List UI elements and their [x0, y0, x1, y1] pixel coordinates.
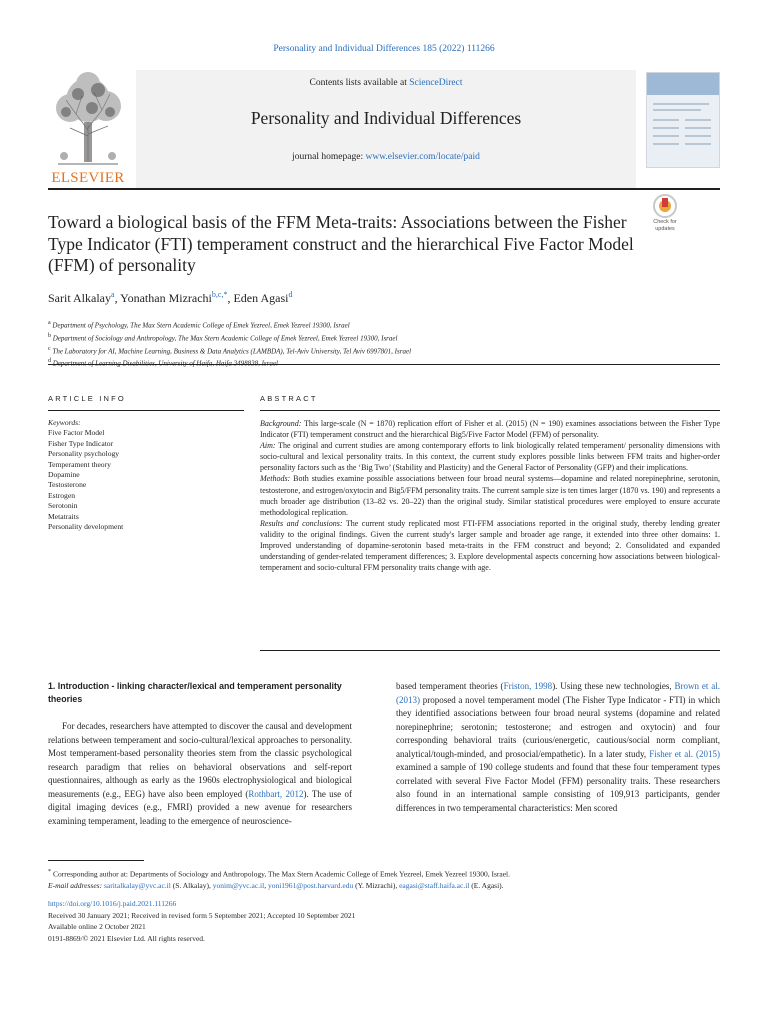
author-name[interactable]: Sarit Alkalay	[48, 291, 111, 305]
sciencedirect-link[interactable]: ScienceDirect	[409, 78, 463, 88]
email-separator: ,	[264, 881, 268, 890]
body-text: proposed a novel temperament model (The Fisher Type Indicator - FTI) in which they identified associations between four broad neural systems (dopamine and related norepinephrine; serotonin; testosterone; and estrogen and oxytocin) and four corresponding behavioral traits (curious/energetic, cautious/social norm compliant, analytical/tough-minded, and prosocial/empathetic). In a later study,	[396, 694, 720, 759]
affiliation-text: Department of Psychology, The Max Stern Academic College of Emek Yezreel, Emek Yezreel 19300, Israel	[52, 321, 350, 330]
body-column-left	[48, 680, 352, 828]
email-owner: (E. Agasi).	[469, 881, 504, 890]
masthead-center-panel	[136, 70, 636, 188]
keyword-item: Estrogen	[48, 490, 75, 500]
cover-line	[653, 143, 679, 145]
journal-masthead	[48, 70, 720, 188]
abstract-label: Methods:	[260, 474, 291, 484]
author-list: Sarit Alkalay$^a$, Yonathan Mizrachi$^{b,c,*}$, Eden Agasi$^d$	[48, 290, 293, 305]
body-paragraph	[396, 680, 720, 815]
abstract-paragraph	[260, 473, 720, 517]
body-text: examined a sample of 190 college students and found that these four temperament types correlated with several Five Factor Model (FFM) personality traits. These researchers also found in an international sample consisting of 109,913 participants, gender differences in two temperamental characteristics: Men scored	[396, 762, 720, 813]
body-paragraph	[48, 720, 352, 828]
footnote-marker: *	[48, 868, 52, 875]
affiliation-marker: b	[48, 332, 51, 339]
copyright-line: 0191-8869/© 2021 Elsevier Ltd. All rights reserved.	[48, 933, 205, 943]
abstract-paragraph	[260, 518, 720, 573]
article-title: Toward a biological basis of the FFM Meta-traits: Associations between the Fisher Type Indicator (FTI) temperament construct and the hierarchical Five Factor Model (FFM) of personality	[48, 212, 634, 275]
affiliation-text: Department of Sociology and Anthropology, The Max Stern Academic College of Emek Yezreel, Emek Yezreel 19300, Israel	[52, 334, 398, 343]
email-link[interactable]: yoni1961@post.harvard.edu	[267, 881, 354, 890]
journal-reference[interactable]: Personality and Individual Differences 185 (2022) 111266	[273, 44, 495, 54]
keyword-item: Personality development	[48, 522, 124, 532]
crossmark-icon	[653, 194, 677, 218]
email-link[interactable]: eagasi@staff.haifa.ac.il	[399, 881, 470, 890]
section-heading: 1. Introduction - linking character/lexical and temperament personality theories	[48, 681, 342, 704]
abstract-paragraph	[260, 418, 720, 440]
contents-available-line	[136, 78, 636, 88]
cover-line	[685, 127, 711, 129]
author-affiliation-marker[interactable]: b,c,*	[211, 290, 228, 299]
email-link[interactable]: yonim@yvc.ac.il	[212, 881, 265, 890]
email-label: E-mail addresses:	[48, 881, 103, 890]
check-for-updates-badge[interactable]	[652, 194, 678, 232]
affiliation-text: The Laboratory for AI, Machine Learning, Business & Data Analytics (LAMBDA), Tel-Aviv University, Tel Aviv 6997801, Israel	[52, 346, 412, 355]
footnote-text: Corresponding author at: Departments of Sociology and Anthropology, The Max Stern Academic College of Emek Yezreel, Emek Yezreel 19300, Israel.	[51, 869, 510, 879]
cover-line	[685, 119, 711, 121]
keywords-heading: Keywords:	[48, 418, 81, 427]
keywords-list	[48, 418, 244, 532]
author-name[interactable]: Eden Agasi	[233, 291, 289, 305]
affiliations	[48, 318, 718, 369]
abstract-body	[260, 418, 720, 573]
affiliation-item	[48, 331, 718, 344]
email-owner: (Y. Mizrachi),	[353, 881, 400, 890]
body-text: ). The use of digital imaging devices (e.g., FMRI) provided a new avenue for researchers examining temperament, leading to the emergence of neuroscience-	[48, 788, 352, 826]
affiliation-marker: c	[48, 345, 51, 352]
keyword-item: Dopamine	[48, 470, 80, 480]
abstract-label: Background:	[260, 419, 302, 428]
received-dates: Received 30 January 2021; Received in revised form 5 September 2021; Accepted 10 September 2021	[48, 910, 356, 920]
crossmark-label-2: updates	[655, 226, 675, 232]
journal-cover-thumbnail	[646, 72, 720, 168]
cover-line	[653, 109, 701, 111]
journal-title: Personality and Individual Differences	[250, 108, 522, 128]
cover-line	[653, 119, 679, 121]
citation-link[interactable]: Rothbart, 2012	[248, 788, 304, 799]
journal-homepage-line	[136, 152, 636, 162]
citation-link[interactable]: Brown et al. (2013)	[396, 681, 720, 705]
abstract-heading: ABSTRACT	[260, 394, 318, 403]
affiliation-item	[48, 318, 718, 331]
journal-homepage-link[interactable]: www.elsevier.com/locate/paid	[365, 152, 480, 162]
homepage-prefix: journal homepage:	[292, 152, 366, 162]
abstract-text: Both studies examine possible associations between four broad neural systems—dopamine and related norepinephrine, serotonin, testosterone, and estrogen/oxytocin and Big5/FFM personality traits. The current sample size is ten times larger (1870 vs. 190) and represents a much broader age distribution (13–82 vs. 20–22) than the original study. Similar statistical procedures were employed to ensure accurate methodological replication.	[260, 474, 720, 517]
abstract-rule	[260, 410, 720, 411]
author-affiliation-marker[interactable]: d	[288, 290, 293, 299]
affiliations-rule	[48, 364, 720, 365]
keyword-item: Temperament theory	[48, 459, 111, 469]
corresponding-author-footnote	[48, 866, 720, 892]
footnote-rule	[48, 860, 144, 861]
affiliation-marker: a	[48, 320, 51, 326]
keyword-item: Metatraits	[48, 511, 79, 521]
abstract-text: The original and current studies are among contemporary efforts to link biologically related temperament/ personality dimensions with socio-cultural and lexical personality traits. In this context, the current study explores possible links between FFM traits and higher-order personality factors such as the ‘Big Two’ (Stability and Plasticity) and the General Factor of Personality (GFP) and their implications.	[260, 441, 720, 473]
cover-line	[653, 135, 679, 137]
masthead-rule	[48, 188, 720, 190]
article-info-rule	[48, 410, 244, 411]
abstract-paragraph	[260, 440, 720, 473]
abstract-text: The current study replicated most FTI-FFM associations reported in the original study, thereby lending greater validity to the original findings. Given the current study's larger sample and broader age range, it extended into three other domains: 1. Improved understanding of dopamine-serotonin based meta-traits in the FFM construct and beyond; 2. Consolidated and expanded understanding of gender-related temperament differences; 3. Explore developmental aspects concerning how associations between biological-temperament and socio-cultural FFM personality traits change with age.	[260, 518, 720, 573]
keyword-item: Fisher Type Indicator	[48, 438, 114, 448]
citation-link[interactable]: Friston, 1998	[503, 681, 553, 691]
keyword-item: Serotonin	[48, 501, 78, 511]
available-online: Available online 2 October 2021	[48, 922, 146, 931]
affiliation-text: Department of Learning Disabilities, University of Haifa, Haifa 3498838, Israel	[52, 359, 278, 368]
article-info-heading: ARTICLE INFO	[48, 394, 126, 403]
affiliation-marker: d	[48, 358, 51, 365]
doi-link[interactable]: https://doi.org/10.1016/j.paid.2021.111266	[48, 899, 177, 908]
author-affiliation-marker[interactable]: a	[111, 290, 115, 299]
keyword-item: Five Factor Model	[48, 428, 105, 438]
elsevier-tree-logo	[48, 70, 128, 168]
cover-line	[685, 135, 711, 137]
affiliation-item	[48, 344, 718, 357]
abstract-text: This large-scale (N = 1870) replication effort of Fisher et al. (2015) (N = 190) examines associations between the Fisher Type Indicator (FTI) temperament construct and the hierarchical Big5/Five Factor Model (FFM) of personality.	[260, 419, 720, 440]
abstract-label: Aim:	[260, 441, 276, 451]
keyword-item: Testosterone	[48, 480, 87, 490]
body-column-right	[396, 680, 720, 815]
affiliation-item	[48, 356, 718, 369]
email-link[interactable]: saritalkalay@yvc.ac.il	[103, 881, 171, 890]
body-text: based temperament theories (	[396, 681, 504, 691]
crossmark-label-1: Check for	[653, 219, 677, 225]
contents-prefix: Contents lists available at	[309, 78, 410, 88]
citation-link[interactable]: Fisher et al. (2015)	[649, 748, 721, 759]
footnote-corresponding	[48, 866, 720, 880]
abstract-bottom-rule	[260, 650, 720, 651]
footnote-emails	[48, 880, 720, 892]
cover-line	[653, 127, 679, 129]
keyword-item: Personality psychology	[48, 449, 120, 459]
author-name[interactable]: Yonathan Mizrachi	[120, 291, 212, 305]
abstract-label: Results and conclusions:	[260, 518, 343, 528]
body-text: ). Using these new technologies,	[552, 681, 675, 691]
cover-line	[653, 103, 709, 105]
body-text: For decades, researchers have attempted to discover the causal and development relations between temperament and socio-cultural/lexical approaches to personality. Most temperament-based personality theories stem from the classic psychological research paradigm that relies on behavioral observations and self-report questionnaires, although as early as the 1960s electrophysiological and biological measurements (e.g., EEG) have also been employed (	[48, 721, 352, 799]
email-owner: (S. Alkalay),	[170, 881, 213, 890]
publication-info	[48, 898, 720, 944]
publisher-wordmark: ELSEVIER	[51, 170, 125, 186]
cover-line	[685, 143, 711, 145]
cover-band	[647, 73, 719, 95]
